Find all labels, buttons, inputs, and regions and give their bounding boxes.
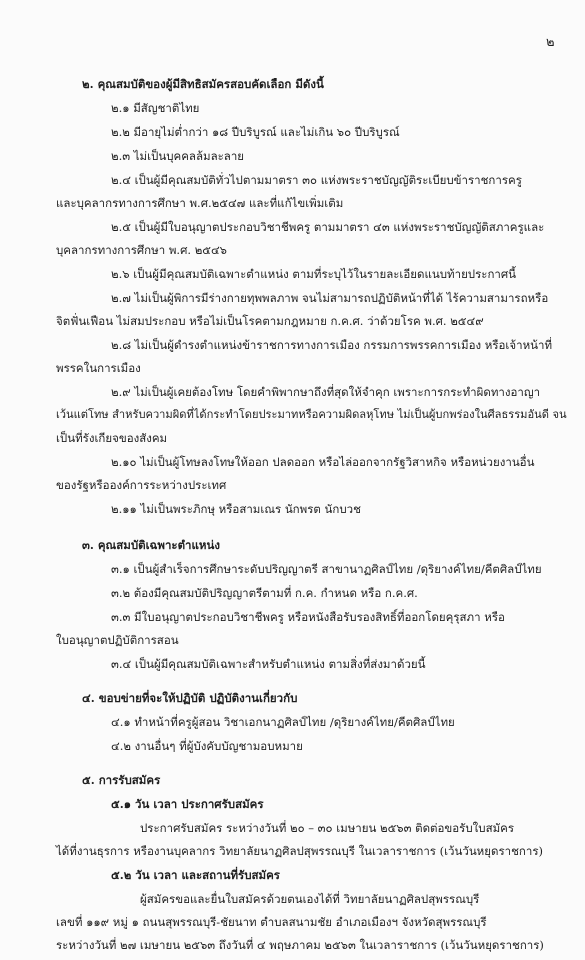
page-number: ๒ [546,35,555,50]
section-3-heading: ๓. คุณสมบัติเฉพาะตำแหน่ง [82,538,220,552]
item-2-9-line-1: ๒.๙ ไม่เป็นผู้เคยต้องโทษ โดยคำพิพากษาถึงที่สุดให้จำคุก เพราะการกระทำผิดทางอาญา [111,385,541,399]
section-5-heading: ๕. การรับสมัคร [82,773,161,787]
item-2-8-line-2: พรรคในการเมือง [56,361,141,375]
item-4-1: ๔.๑ ทำหน้าที่ครูผู้สอน วิชาเอกนาฏศิลป์ไทย /ดุริยางค์ไทย/คีตศิลป์ไทย [111,715,455,729]
item-3-2: ๓.๒ ต้องมีคุณสมบัติปริญญาตรีตามที่ ก.ค. กำหนด หรือ ก.ค.ศ. [111,586,418,600]
item-2-11: ๒.๑๑ ไม่เป็นพระภิกษุ หรือสามเณร นักพรต นักบวช [111,502,361,516]
item-2-1: ๒.๑ มีสัญชาติไทย [111,101,200,115]
item-2-4-line-2: และบุคลากรทางการศึกษา พ.ศ.๒๕๔๗ และที่แก้ไขเพิ่มเติม [56,196,344,210]
item-2-10-line-2: ของรัฐหรือองค์การระหว่างประเทศ [56,478,227,492]
item-2-5-line-1: ๒.๕ เป็นผู้มีใบอนุญาตประกอบวิชาชีพครู ตามมาตรา ๔๓ แห่งพระราชบัญญัติสภาครูและ [111,220,545,234]
item-2-9-line-3: เป็นที่รังเกียจของสังคม [56,431,168,445]
item-3-3-line-1: ๓.๓ มีใบอนุญาตประกอบวิชาชีพครู หรือหนังสือรับรองสิทธิ์ที่ออกโดยคุรุสภา หรือ [111,610,505,624]
item-2-4-line-1: ๒.๔ เป็นผู้มีคุณสมบัติทั่วไปตามมาตรา ๓๐ แห่งพระราชบัญญัติระเบียบข้าราชการครู [111,173,522,187]
item-2-8-line-1: ๒.๘ ไม่เป็นผู้ดำรงตำแหน่งข้าราชการทางการเมือง กรรมการพรรคการเมือง หรือเจ้าหน้าที่ [111,338,553,352]
item-3-1: ๓.๑ เป็นผู้สำเร็จการศึกษาระดับปริญญาตรี สาขานาฏศิลป์ไทย /ดุริยางค์ไทย/คีตศิลป์ไทย [111,562,542,576]
item-5-2-line-2: เลขที่ ๑๑๙ หมู่ ๑ ถนนสุพรรณบุรี-ชัยนาท ตำบลสนามชัย อำเภอเมืองฯ จังหวัดสุพรรณบุรี [56,915,487,929]
item-2-7-line-1: ๒.๗ ไม่เป็นผู้พิการมีร่างกายทุพพลภาพ จนไม่สามารถปฏิบัติหน้าที่ได้ ไร้ความสามารถหรือ [111,291,549,305]
item-5-1-line-1: ประกาศรับสมัคร ระหว่างวันที่ ๒๐ – ๓๐ เมษายน ๒๕๖๓ ติดต่อขอรับใบสมัคร [140,821,515,835]
item-3-4: ๓.๔ เป็นผู้มีคุณสมบัติเฉพาะสำหรับตำแหน่ง ตามสิ่งที่ส่งมาด้วยนี้ [111,657,426,671]
item-2-9-line-2: เว้นแต่โทษ สำหรับความผิดที่ได้กระทำโดยประมาทหรือความผิดลหุโทษ ไม่เป็นผู้บกพร่องในศีลธรรมอันดี จน [56,408,567,421]
item-5-1-line-2: ได้ที่งานธุรการ หรืองานบุคลากร วิทยาลัยนาฏศิลปสุพรรณบุรี ในเวลาราชการ (เว้นวันหยุดราชการ) [56,844,543,858]
item-5-2-line-1: ผู้สมัครขอและยื่นใบสมัครด้วยตนเองได้ที่ วิทยาลัยนาฏศิลปสุพรรณบุรี [140,892,480,906]
item-2-10-line-1: ๒.๑๐ ไม่เป็นผู้โทษลงโทษให้ออก ปลดออก หรือไล่ออกจากรัฐวิสาหกิจ หรือหน่วยงานอื่น [111,455,535,469]
item-2-6: ๒.๖ เป็นผู้มีคุณสมบัติเฉพาะตำแหน่ง ตามที่ระบุไว้ในรายละเอียดแนบท้ายประกาศนี้ [111,267,517,281]
item-4-2: ๔.๒ งานอื่นๆ ที่ผู้บังคับบัญชามอบหมาย [111,739,303,753]
item-2-7-line-2: จิตฟั่นเฟือน ไม่สมประกอบ หรือไม่เป็นโรคตามกฎหมาย ก.ค.ศ. ว่าด้วยโรค พ.ศ. ๒๕๔๙ [56,314,484,328]
item-2-5-line-2: บุคลากรทางการศึกษา พ.ศ. ๒๕๔๖ [56,243,227,257]
item-3-3-line-2: ใบอนุญาตปฏิบัติการสอน [56,633,179,647]
section-4-heading: ๔. ขอบข่ายที่จะให้ปฏิบัติ ปฏิบัติงานเกี่ยวกับ [82,691,298,705]
item-5-2-line-3: ระหว่างวันที่ ๒๗ เมษายน ๒๕๖๓ ถึงวันที่ ๔ พฤษภาคม ๒๕๖๓ ในเวลาราชการ (เว้นวันหยุดราชการ) [56,938,544,952]
subsection-5-1-heading: ๕.๑ วัน เวลา ประกาศรับสมัคร [111,797,264,811]
section-2-heading: ๒. คุณสมบัติของผู้มีสิทธิสมัครสอบคัดเลือก มีดังนี้ [82,77,324,91]
item-2-3: ๒.๓ ไม่เป็นบุคคลล้มละลาย [111,149,245,163]
subsection-5-2-heading: ๕.๒ วัน เวลา และสถานที่รับสมัคร [111,868,280,882]
item-2-2: ๒.๒ มีอายุไม่ต่ำกว่า ๑๘ ปีบริบูรณ์ และไม่เกิน ๖๐ ปีบริบูรณ์ [111,125,400,139]
